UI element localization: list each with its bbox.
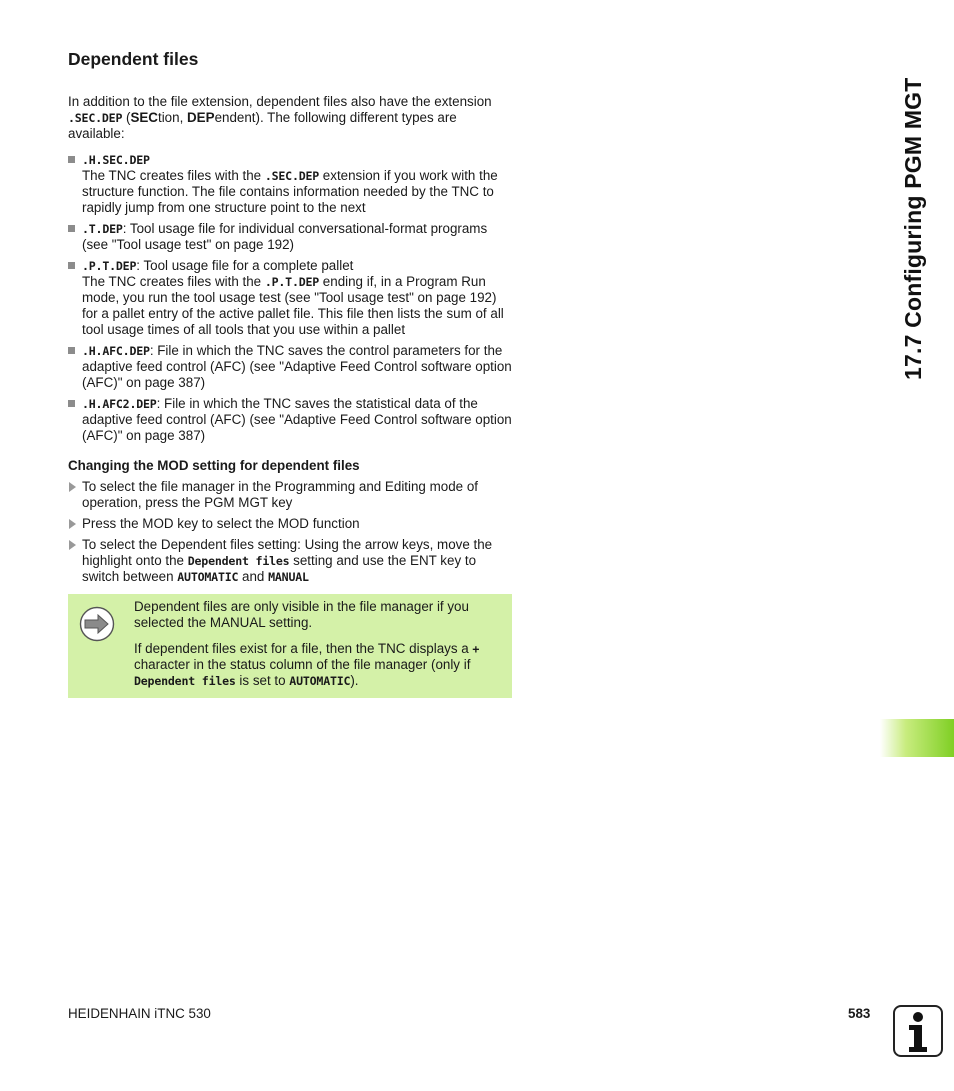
step-arrow-icon [69, 540, 76, 550]
bullet-square-icon [68, 347, 75, 354]
list-item [68, 516, 514, 532]
bullet-square-icon [68, 156, 75, 163]
inline-code: AUTOMATIC [177, 570, 239, 584]
note-text-run: ). [350, 673, 359, 688]
intro-code: .SEC.DEP [68, 111, 123, 125]
note-paragraph [134, 641, 506, 689]
intro-paragraph [68, 94, 514, 142]
bullet-square-icon [68, 262, 75, 269]
page-number: 583 [848, 1006, 871, 1021]
inline-code: .P.T.DEP [264, 275, 320, 289]
list-item [68, 221, 514, 253]
file-type-code: .T.DEP [82, 222, 123, 236]
note-text-run: character in the status column of the file manager (only if [134, 657, 471, 672]
inline-code: .SEC.DEP [264, 169, 320, 183]
intro-text: endent). The following different types are available: [68, 110, 457, 141]
intro-text: tion, [157, 110, 188, 125]
note-paragraph: Dependent files are only visible in the file manager if you selected the MANUAL setting. [134, 599, 469, 630]
inline-code: AUTOMATIC [289, 674, 351, 688]
list-item [68, 343, 514, 391]
intro-bold: SEC [130, 110, 158, 125]
chapter-tab-marker [880, 719, 954, 757]
section-title: Dependent files [68, 49, 199, 69]
inline-code: + [472, 642, 480, 656]
item-text: : File in which the TNC saves the statistical data of the adaptive feed control (AFC) (see "Adaptive Feed Control software option (AFC)" on page 387) [82, 396, 512, 443]
info-icon [893, 1005, 943, 1057]
file-type-list [68, 152, 514, 444]
list-item [68, 258, 514, 338]
list-item [68, 396, 514, 444]
file-type-code: .H.SEC.DEP [82, 153, 150, 167]
item-text: The TNC creates files with the [82, 168, 265, 183]
arrow-right-icon [79, 606, 113, 640]
step-text: setting and use the ENT key to switch between [82, 553, 477, 584]
list-item [68, 537, 514, 585]
item-text: : Tool usage file for a complete pallet [136, 258, 354, 273]
note-text-run: If dependent files exist for a file, then the TNC displays a [134, 641, 473, 656]
list-item [68, 479, 514, 511]
note-text [134, 599, 506, 689]
bullet-square-icon [68, 400, 75, 407]
item-text: ending if, in a Program Run mode, you run the tool usage test (see "Tool usage test" on page 192) for a pallet entry of the active pallet file. This file then lists the sum of all tool usage times of all tools that you use within a pallet [82, 274, 504, 337]
file-type-code: .P.T.DEP [82, 259, 137, 273]
procedure-steps [68, 479, 514, 585]
step-text: Press the MOD key to select the MOD function [82, 516, 360, 531]
bullet-square-icon [68, 225, 75, 232]
intro-text: In addition to the file extension, dependent files also have the extension [68, 94, 492, 109]
step-arrow-icon [69, 482, 76, 492]
inline-code: Dependent files [134, 674, 236, 688]
item-text: : Tool usage file for individual conversational-format programs (see "Tool usage test" on page 192) [82, 221, 488, 252]
subsection-title: Changing the MOD setting for dependent files [68, 458, 360, 473]
item-text: The TNC creates files with the [82, 274, 265, 289]
footer-product: HEIDENHAIN iTNC 530 [68, 1006, 211, 1021]
intro-bold: DEP [187, 110, 215, 125]
item-text: extension if you work with the structure function. The file contains information needed by the TNC to rapidly jump from one structure point to the next [82, 168, 498, 215]
step-text: To select the Dependent files setting: Using the arrow keys, move the highlight onto the [82, 537, 493, 568]
list-item [68, 152, 514, 216]
inline-code: Dependent files [187, 554, 290, 568]
page-content [68, 48, 514, 590]
item-text: : File in which the TNC saves the control parameters for the adaptive feed control (AFC) (see "Adaptive Feed Control software option (AFC)" on page 387) [82, 343, 512, 390]
file-type-code: .H.AFC.DEP [82, 344, 150, 358]
chapter-side-title-text: 17.7 Configuring PGM MGT [900, 77, 926, 380]
note-text-run: is set to [235, 673, 290, 688]
note-box [68, 594, 512, 698]
file-type-code: .H.AFC2.DEP [82, 397, 157, 411]
step-text: To select the file manager in the Programming and Editing mode of operation, press the PGM MGT key [82, 479, 478, 510]
step-text: and [238, 569, 269, 584]
step-arrow-icon [69, 519, 76, 529]
inline-code: MANUAL [268, 570, 309, 584]
intro-text: ( [122, 110, 131, 125]
